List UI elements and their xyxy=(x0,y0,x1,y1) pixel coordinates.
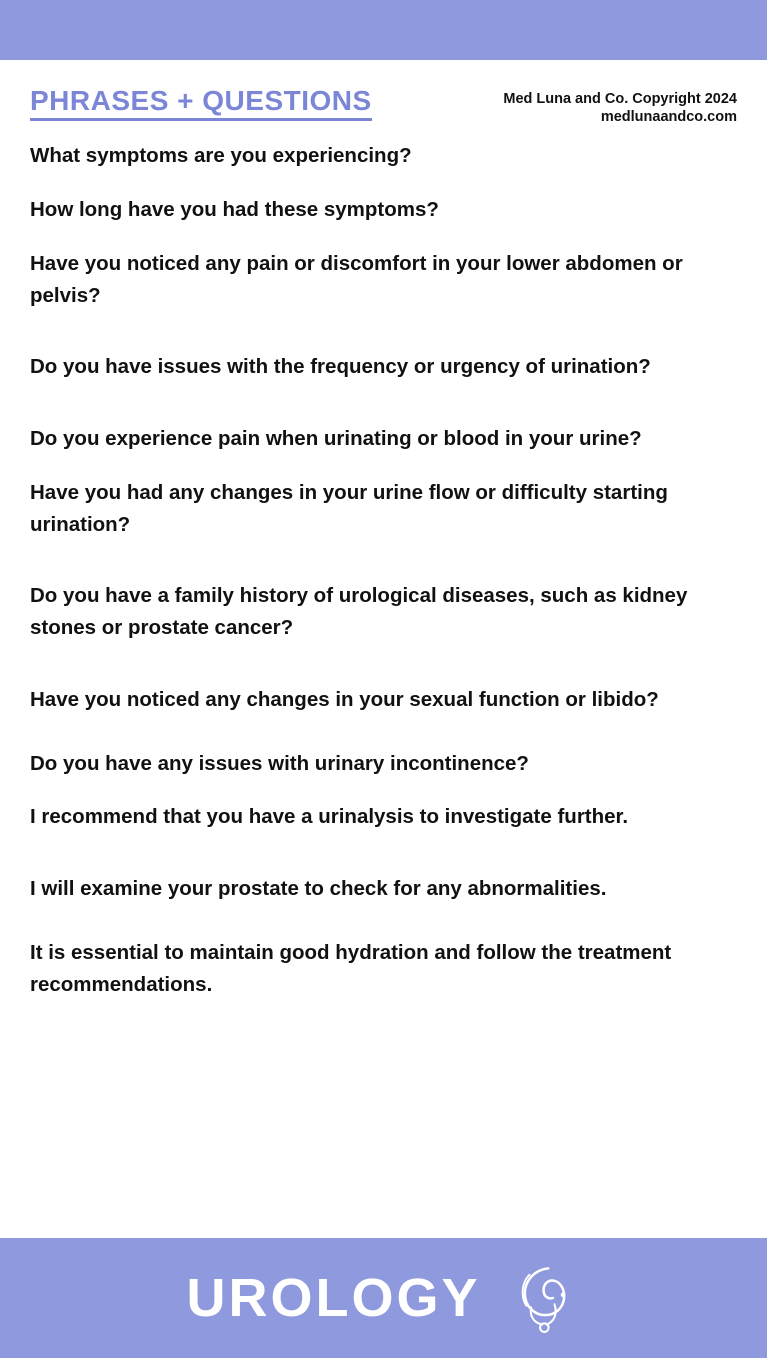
page-title: PHRASES + QUESTIONS xyxy=(30,86,372,121)
phrase-item: What symptoms are you experiencing? xyxy=(30,144,412,168)
phrase-item: I recommend that you have a urinalysis to investigate further. xyxy=(30,805,629,829)
phrase-item: Have you had any changes in your urine flow or difficulty starting urination? xyxy=(30,480,668,536)
phrase-item: Do you have issues with the frequency or urgency of urination? xyxy=(30,355,651,379)
top-color-band xyxy=(0,0,767,60)
phrase-item: Do you have a family history of urological diseases, such as kidney stones or prostate cancer? xyxy=(30,584,688,640)
kidney-stethoscope-icon xyxy=(503,1259,581,1337)
copyright-block xyxy=(503,86,737,126)
copyright-line-2: medlunaandco.com xyxy=(600,109,737,126)
phrase-item: Do you have any issues with urinary incontinence? xyxy=(30,751,529,775)
phrase-item: I will examine your prostate to check for any abnormalities. xyxy=(30,877,607,901)
phrase-item: How long have you had these symptoms? xyxy=(30,198,439,222)
specialty-title: UROLOGY xyxy=(186,1268,481,1328)
footer-band xyxy=(0,1238,767,1358)
main-content xyxy=(0,60,767,1238)
phrase-item: It is essential to maintain good hydration and follow the treatment recommendations. xyxy=(30,940,672,996)
phrase-item: Do you experience pain when urinating or blood in your urine? xyxy=(30,427,642,451)
copyright-line-1: Med Luna and Co. Copyright 2024 xyxy=(503,91,737,107)
phrase-item: Have you noticed any pain or discomfort in your lower abdomen or pelvis? xyxy=(30,251,683,307)
phrase-list xyxy=(30,140,737,1000)
header-row xyxy=(30,86,737,126)
phrase-item: Have you noticed any changes in your sexual function or libido? xyxy=(30,687,659,711)
